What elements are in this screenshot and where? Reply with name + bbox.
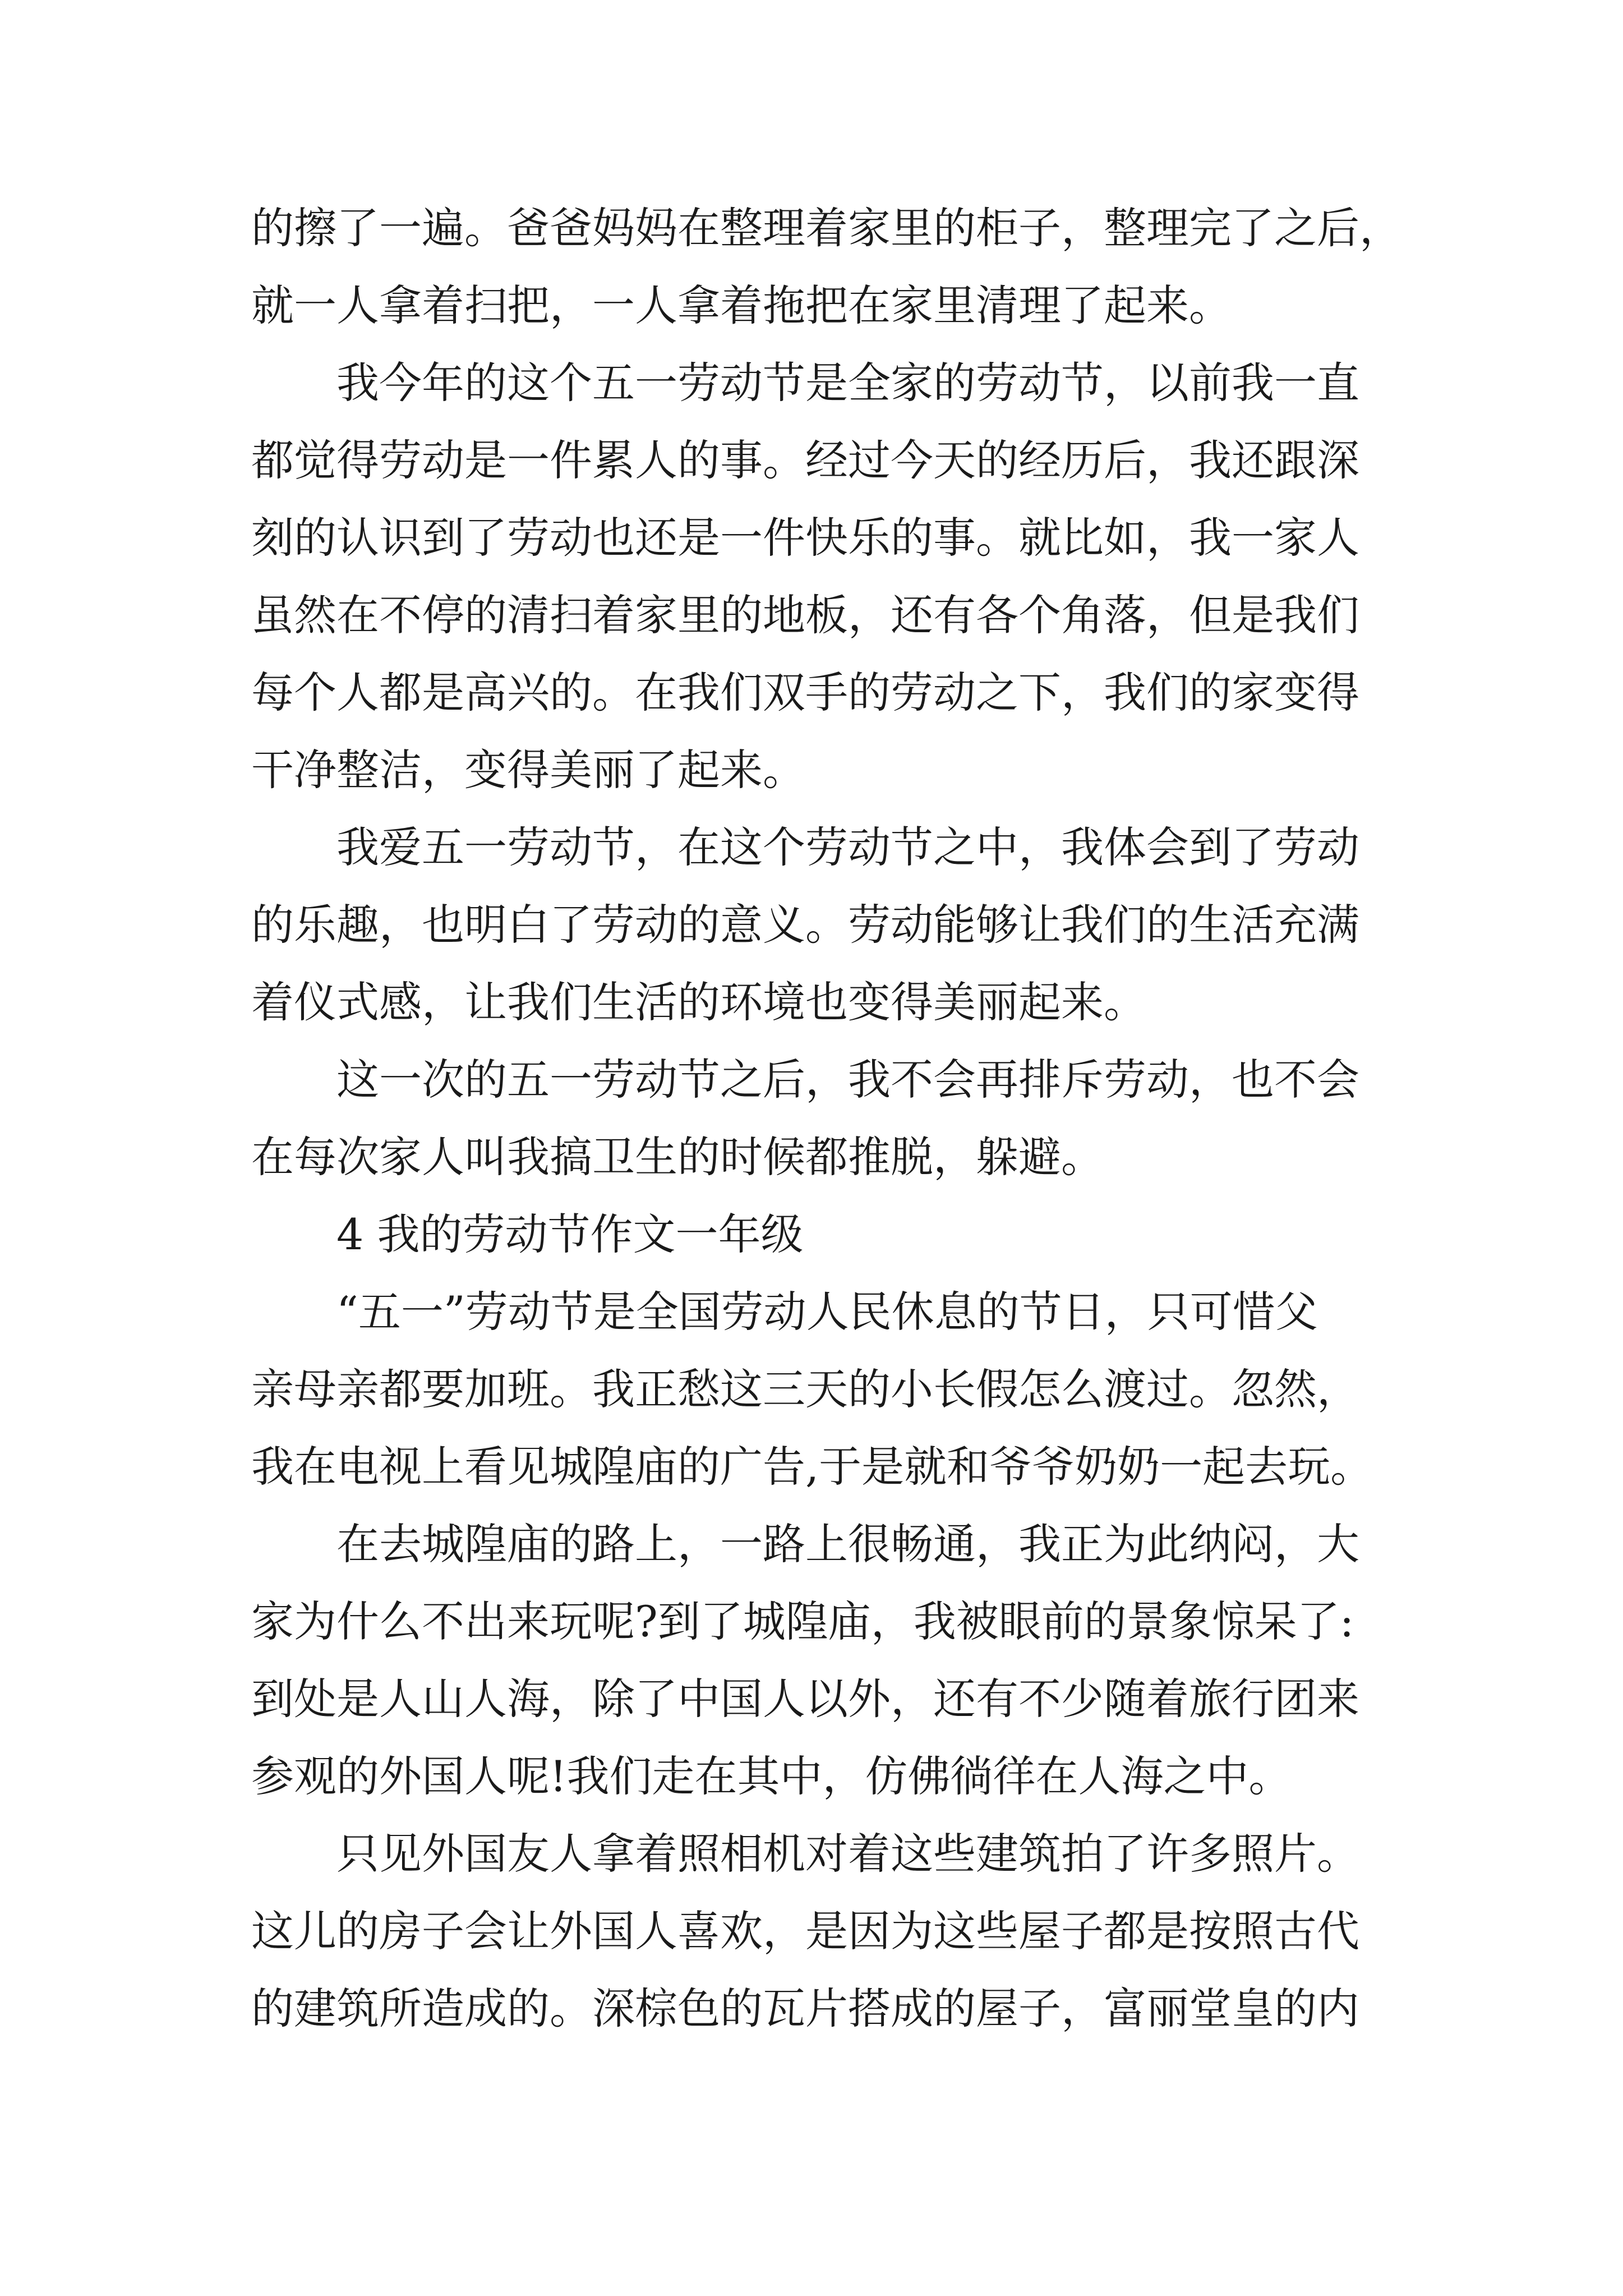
text-line: 参观的外国人呢!我们走在其中，仿佛徜徉在人海之中。 xyxy=(251,1751,1292,1801)
text-line: 虽然在不停的清扫着家里的地板，还有各个角落，但是我们 xyxy=(251,590,1359,640)
text-line: 我今年的这个五一劳动节是全家的劳动节，以前我一直 xyxy=(336,358,1359,408)
text-line: 着仪式感，让我们生活的环境也变得美丽起来。 xyxy=(251,977,1146,1027)
text-line: 亲母亲都要加班。我正愁这三天的小长假怎么渡过。忽然， xyxy=(251,1364,1359,1414)
text-line: “五一”劳动节是全国劳动人民休息的节日，只可惜父 xyxy=(336,1287,1318,1337)
text-line: 我爱五一劳动节，在这个劳动节之中，我体会到了劳动 xyxy=(336,822,1359,872)
text-line: 的建筑所造成的。深棕色的瓦片搭成的屋子，富丽堂皇的内 xyxy=(251,1984,1359,2033)
text-line: 在去城隍庙的路上，一路上很畅通，我正为此纳闷，大 xyxy=(336,1519,1359,1569)
text-line: 这一次的五一劳动节之后，我不会再排斥劳动，也不会 xyxy=(336,1055,1359,1105)
text-line: 干净整洁，变得美丽了起来。 xyxy=(251,745,805,795)
text-line: 的乐趣，也明白了劳动的意义。劳动能够让我们的生活充满 xyxy=(251,900,1359,950)
text-line: 刻的认识到了劳动也还是一件快乐的事。就比如，我一家人 xyxy=(251,513,1359,563)
text-line: 都觉得劳动是一件累人的事。经过今天的经历后，我还跟深 xyxy=(251,435,1359,485)
body-text xyxy=(251,190,1407,2047)
text-line: 到处是人山人海，除了中国人以外，还有不少随着旅行团来 xyxy=(251,1674,1359,1724)
text-line: 这儿的房子会让外国人喜欢，是因为这些屋子都是按照古代 xyxy=(251,1906,1359,1956)
text-line: 在每次家人叫我搞卫生的时候都推脱，躲避。 xyxy=(251,1132,1104,1182)
section-heading: 4 我的劳动节作文一年级 xyxy=(336,1209,804,1259)
text-line: 我在电视上看见城隍庙的广告,于是就和爷爷奶奶一起去玩。 xyxy=(251,1442,1373,1492)
text-line: 的擦了一遍。爸爸妈妈在整理着家里的柜子，整理完了之后， xyxy=(251,203,1402,253)
text-line: 只见外国友人拿着照相机对着这些建筑拍了许多照片。 xyxy=(336,1829,1359,1879)
text-line: 家为什么不出来玩呢?到了城隍庙，我被眼前的景象惊呆了: xyxy=(251,1596,1354,1646)
text-line: 每个人都是高兴的。在我们双手的劳动之下，我们的家变得 xyxy=(251,668,1359,717)
text-line: 就一人拿着扫把，一人拿着拖把在家里清理了起来。 xyxy=(251,280,1232,330)
